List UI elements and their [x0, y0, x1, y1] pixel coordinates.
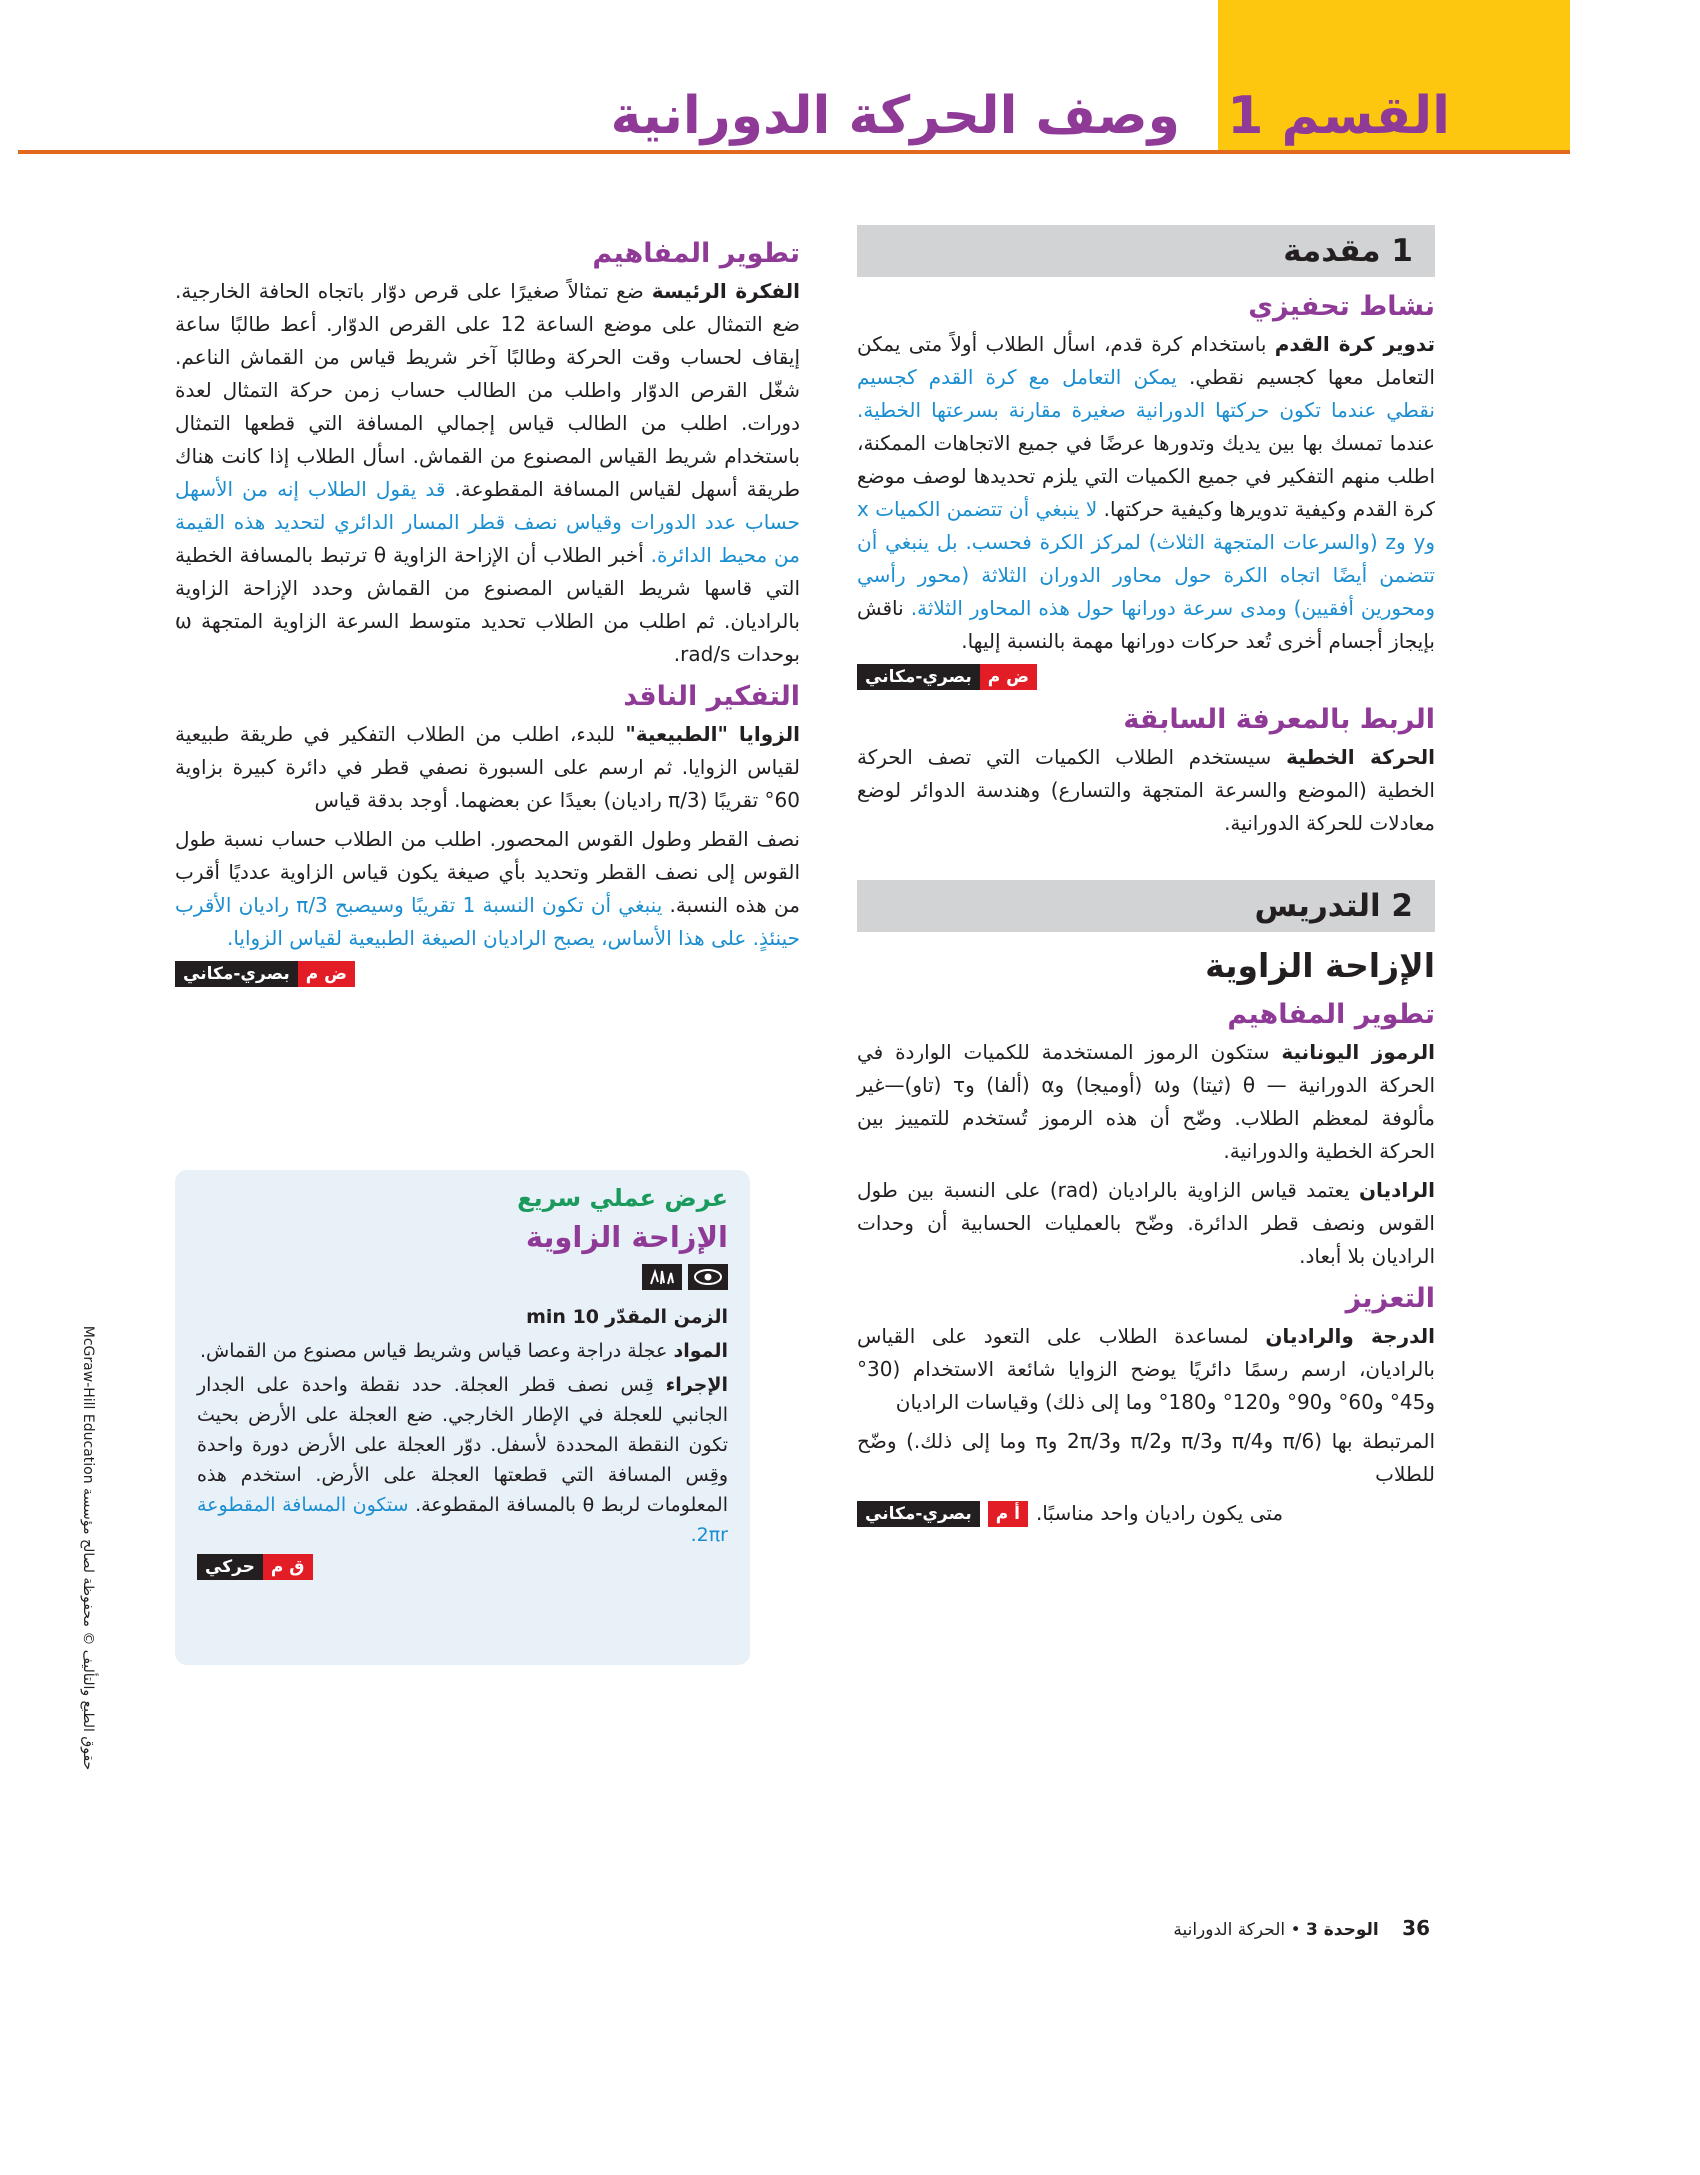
idea-lead: الفكرة الرئيسة — [651, 279, 801, 303]
left-column — [175, 228, 800, 1001]
page-footer — [1173, 1916, 1430, 1940]
tag-level: ض م — [298, 961, 355, 987]
natural-tags — [175, 961, 800, 987]
demo-kicker: عرض عملي سريع — [517, 1184, 728, 1212]
procedure-text: قِس نصف قطر العجلة. حدد نقطة واحدة على الجدار الجانبي للعجلة في الإطار الخارجي. ضع العجلة على الأرض بحيث تكون النقطة المحددة لأسفل. دوّر العجلة على الأرض دورة واحدة وقِس المسافة التي قطعتها العجلة على الأرض. استخدم هذه المعلومات لربط θ بالمسافة المقطوعة. — [197, 1374, 728, 1516]
reinforce-heading: التعزيز — [1345, 1283, 1435, 1314]
prior-text: سيستخدم الطلاب الكميات التي تصف الحركة الخطية (الموضع والسرعة المتجهة والتسارع) وهندسة الدوائر لوضع معادلات للحركة الدورانية. — [857, 745, 1435, 835]
activity-answer-2: لا ينبغي أن تتضمن الكميات x وy وz (والسرعات المتجهة الثلاث) لمركز الكرة فحسب. بل ينبغي أن تتضمن أيضًا اتجاه الكرة حول محاور الدوران الثلاثة (محور رأسي ومحورين أفقيين) ومدى سرعة دورانها حول هذه المحاور الثلاثة. — [857, 497, 1436, 620]
eye-icon — [688, 1264, 728, 1290]
tag-level: ض م — [980, 664, 1037, 690]
degree-text: لمساعدة الطلاب على التعود على القياس بالراديان، ارسم رسمًا دائريًا يوضح الزوايا شائعة الاستخدام (30° و45° و60° و90° و120° و180° وما إلى ذلك) وقياسات الراديان — [857, 1324, 1435, 1414]
degree-radian-paragraph-2: المرتبطة بها (π/6 وπ/4 وπ/3 وπ/2 و2π/3 وπ وما إلى ذلك.) وضّح للطلاب — [857, 1429, 1436, 1486]
main-idea-paragraph — [175, 275, 800, 671]
tag-style: حركي — [197, 1554, 263, 1580]
activity-text-3: ناقش بإيجاز أجسام أخرى تُعد حركات دورانها مهمة بالنسبة إليها. — [857, 596, 1435, 653]
critical-thinking-heading: التفكير الناقد — [623, 681, 800, 712]
prior-knowledge-paragraph — [857, 741, 1435, 840]
procedure-lead: الإجراء — [665, 1374, 728, 1396]
natural-lead: الزوايا "الطبيعية" — [625, 722, 800, 746]
activity-tags — [857, 664, 1435, 690]
tag-style: بصري-مكاني — [857, 1501, 980, 1527]
idea-answer: قد يقول الطلاب إنه من الأسهل حساب عدد الدورات وقياس نصف قطر المسار الدائري لتحديد هذه القيمة من محيط الدائرة. — [175, 477, 800, 567]
teach-heading: 2 التدريس — [857, 880, 1435, 932]
demo-procedure — [197, 1370, 728, 1550]
idea-text: ضع تمثالاً صغيرًا على قرص دوّار باتجاه الحافة الخارجية. ضع التمثال على موضع الساعة 12 على القرص الدوّار. أعط طالبًا ساعة إيقاف لحساب وقت الحركة وطالبًا آخر شريط قياس من القماش الناعم. شغّل القرص الدوّار واطلب من الطالب حساب زمن حركة التمثال لعدة دورات. اطلب من الطالب قياس إجمالي المسافة التي قطعها التمثال باستخدام شريط القياس المصنوع من القماش. اسأل الطلاب إذا كانت هناك طريقة أسهل لقياس المسافة المقطوعة. — [175, 279, 800, 501]
radian-lead: الراديان — [1358, 1178, 1435, 1202]
unit-title: الحركة الدورانية — [1173, 1920, 1286, 1940]
time-value: 10 min — [526, 1306, 600, 1328]
degree-tags — [857, 1497, 1435, 1530]
demo-time — [197, 1302, 728, 1332]
tag-style: بصري-مكاني — [857, 664, 980, 690]
activity-lead: تدوير كرة القدم — [1274, 332, 1435, 356]
quick-demo-box — [175, 1170, 750, 1665]
activity-paragraph — [857, 328, 1435, 658]
tag-style: بصري-مكاني — [175, 961, 298, 987]
angular-displacement-heading: الإزاحة الزاوية — [1205, 946, 1435, 985]
degree-text-3: متى يكون راديان واحد مناسبًا. — [1035, 1501, 1284, 1525]
unit-label: الوحدة 3 — [1306, 1920, 1379, 1940]
concepts-heading: تطوير المفاهيم — [1227, 999, 1435, 1030]
degree-lead: الدرجة والراديان — [1265, 1324, 1436, 1348]
hands-icon — [642, 1264, 682, 1290]
activity-text: باستخدام كرة قدم، اسأل الطلاب أولاً متى يمكن التعامل معها كجسيم نقطي. — [857, 332, 1435, 389]
section-label: القسم 1 — [1227, 86, 1450, 146]
radian-text: يعتمد قياس الزاوية بالراديان (rad) على النسبة بين طول القوس ونصف قطر الدائرة. وضّح بالعمليات الحسابية أن وحدات الراديان بلا أبعاد. — [857, 1178, 1435, 1268]
greek-lead: الرموز اليونانية — [1281, 1040, 1435, 1064]
page-number: 36 — [1402, 1916, 1430, 1940]
header-rule — [18, 150, 1570, 154]
demo-tags — [197, 1554, 728, 1580]
natural-answer: ينبغي أن تكون النسبة 1 تقريبًا وسيصبح π/3 راديان الأقرب حينئذٍ. على هذا الأساس، يصبح الراديان الصيغة الطبيعية لقياس الزوايا. — [175, 893, 800, 950]
materials-text: عجلة دراجة وعصا قياس وشريط قياس مصنوع من القماش. — [200, 1340, 674, 1362]
intro-heading: 1 مقدمة — [857, 225, 1435, 277]
greek-symbols-paragraph — [857, 1036, 1435, 1168]
natural-angles-paragraph — [175, 718, 800, 817]
copyright-text: حقوق الطبع والتأليف © محفوظة لصالح مؤسسة McGraw-Hill Education — [80, 1325, 96, 1771]
prior-lead: الحركة الخطية — [1286, 745, 1435, 769]
footer-separator: • — [1290, 1920, 1301, 1940]
side-copyright — [78, 1290, 96, 1810]
natural-text-2: نصف القطر وطول القوس المحصور. اطلب من الطلاب حساب نسبة طول القوس إلى نصف القطر وتحديد بأي صيغة يكون قياس الزاوية عدديًا أقرب من هذه النسبة. — [175, 827, 800, 917]
natural-angles-paragraph-2 — [175, 823, 800, 955]
tag-level: ق م — [263, 1554, 313, 1580]
degree-radian-paragraph — [857, 1320, 1435, 1419]
demo-materials — [197, 1336, 728, 1366]
materials-lead: المواد — [673, 1340, 728, 1362]
prior-knowledge-heading: الربط بالمعرفة السابقة — [1123, 704, 1435, 735]
natural-text: للبدء، اطلب من الطلاب التفكير في طريقة طبيعية لقياس الزوايا. ثم ارسم على السبورة نصفي قطر في دائرة كبيرة بزاوية 60° تقريبًا (π/3 راديان) بعيدًا عن بعضهما. أوجد بدقة قياس — [175, 722, 800, 812]
demo-icons — [197, 1264, 728, 1290]
concepts-heading-left: تطوير المفاهيم — [592, 238, 800, 269]
activity-heading: نشاط تحفيزي — [1248, 291, 1435, 322]
activity-text-2: عندما تمسك بها بين يديك وتدورها عرضًا في جميع الاتجاهات الممكنة، اطلب منهم التفكير في جميع الكميات التي يلزم تحديدها لوصف موضع كرة القدم وكيفية تدويرها وكيفية حركتها. — [857, 431, 1435, 521]
demo-title: الإزاحة الزاوية — [525, 1220, 728, 1254]
right-column — [857, 225, 1435, 1544]
tag-level: أ م — [988, 1501, 1028, 1527]
activity-answer: يمكن التعامل مع كرة القدم كجسيم نقطي عندما تكون حركتها الدورانية صغيرة مقارنة بسرعتها الخطية. — [857, 365, 1435, 422]
idea-text-2: أخبر الطلاب أن الإزاحة الزاوية θ ترتبط بالمسافة الخطية التي قاسها شريط القياس المصنوع من القماش وحدد الإزاحة الزاوية بالراديان. ثم اطلب من الطلاب تحديد متوسط السرعة الزاوية المتجهة ω بوحدات rad/s. — [175, 543, 800, 666]
time-lead: الزمن المقدّر — [605, 1306, 728, 1328]
page-title: وصف الحركة الدورانية — [610, 86, 1180, 146]
procedure-answer: ستكون المسافة المقطوعة 2πr. — [197, 1494, 728, 1546]
greek-text: ستكون الرموز المستخدمة للكميات الواردة في الحركة الدورانية — θ (ثيتا) وω (أوميجا) وα (ألفا) وτ (تاو)—غير مألوفة لمعظم الطلاب. وضّح أن هذه الرموز تُستخدم للتمييز بين الحركة الخطية والدورانية. — [857, 1040, 1436, 1163]
radian-paragraph — [857, 1174, 1435, 1273]
